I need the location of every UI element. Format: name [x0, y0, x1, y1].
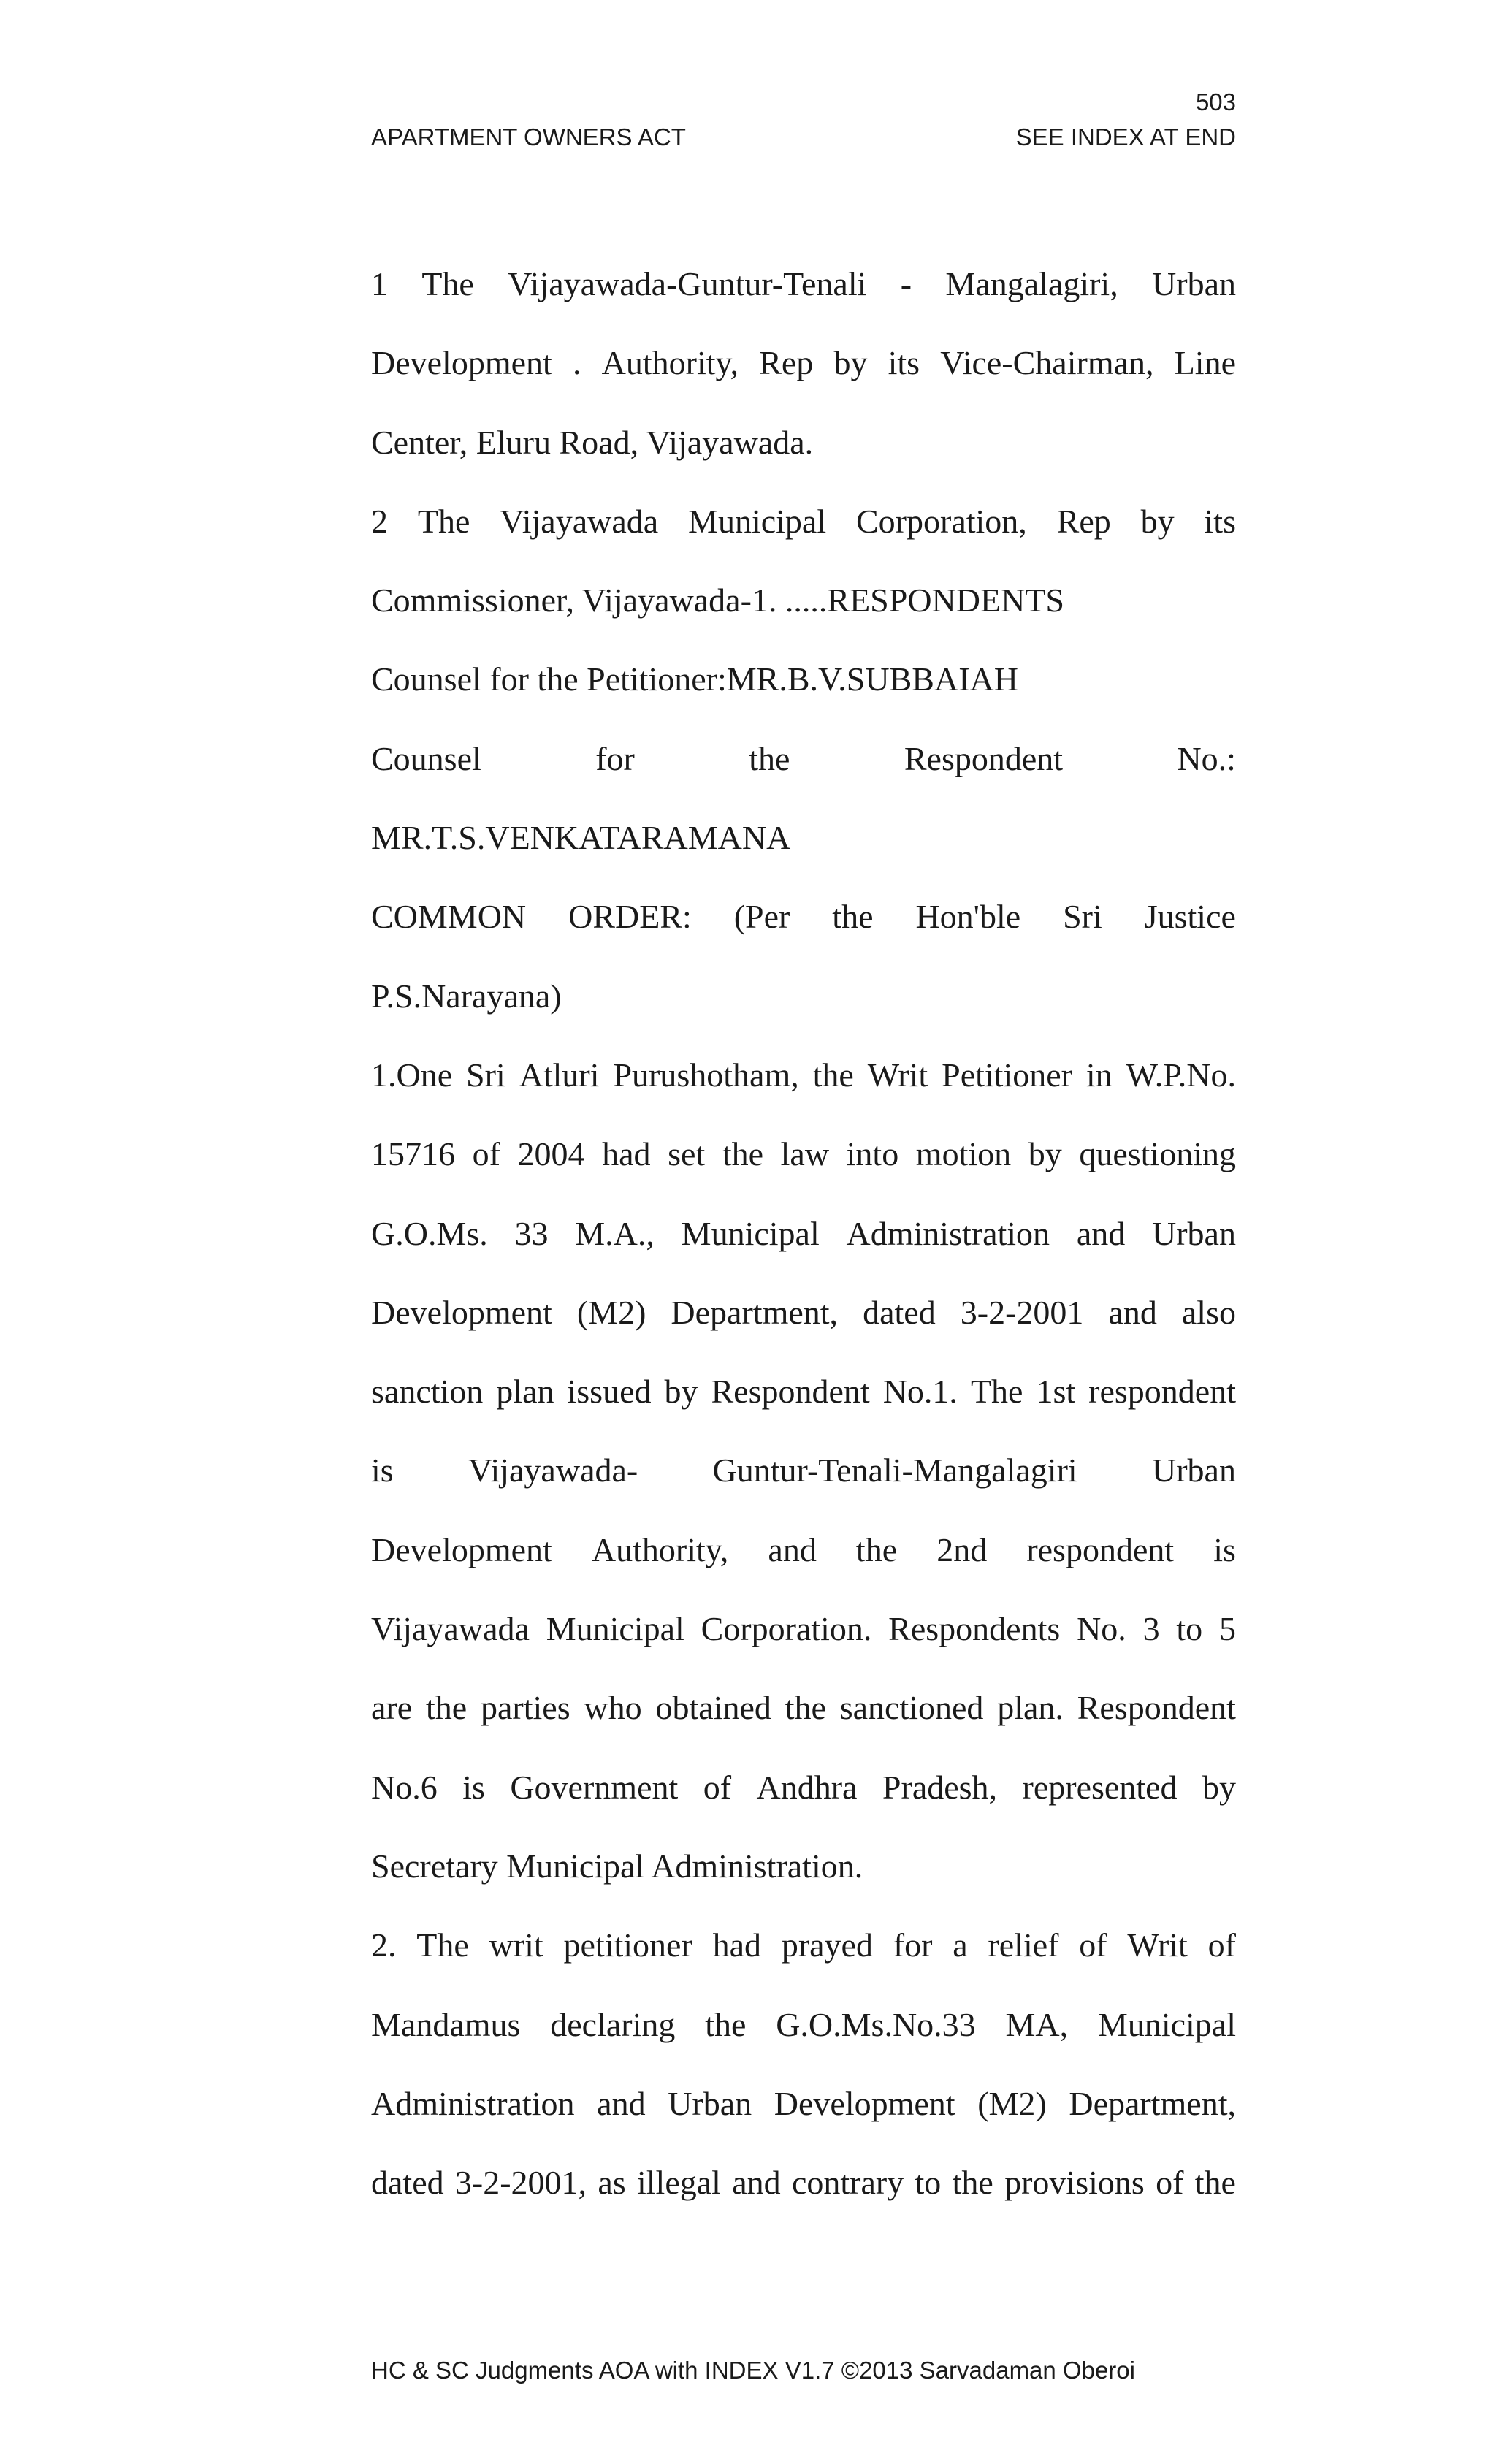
word: Rep — [759, 344, 814, 382]
word: 1.One — [371, 1056, 453, 1094]
word: plan. — [997, 1689, 1064, 1727]
word: dated — [371, 2164, 444, 2202]
word: 5 — [1218, 1610, 1236, 1648]
word: Urban — [668, 2084, 752, 2122]
word: respondent — [1088, 1373, 1236, 1411]
word: contrary — [791, 2164, 904, 2202]
word: Pradesh, — [882, 1768, 998, 1806]
word: Respondent — [904, 739, 1064, 777]
word: Urban — [1152, 265, 1236, 302]
word: Corporation. — [701, 1610, 872, 1648]
text-line — [371, 1986, 1236, 2064]
word: 1st — [1036, 1373, 1076, 1411]
word: Urban — [1152, 1452, 1236, 1490]
word: the — [785, 1689, 826, 1727]
word: set — [668, 1135, 706, 1173]
word: Vijayawada-Guntur-Tenali — [508, 265, 867, 302]
word: obtained — [655, 1689, 771, 1727]
text-line — [371, 1511, 1236, 1590]
word: the — [749, 739, 790, 777]
word: by — [1202, 1768, 1236, 1806]
word: is — [371, 1452, 394, 1490]
text-line — [371, 1036, 1236, 1115]
word: the — [855, 1530, 898, 1568]
word: COMMON — [371, 898, 527, 936]
word: who — [584, 1689, 642, 1727]
word: M.A., — [575, 1214, 654, 1252]
word: had — [712, 1926, 762, 1964]
word: Sri — [466, 1056, 505, 1094]
word: Vijayawada — [500, 502, 659, 540]
word: 3-2-2001, — [454, 2164, 587, 2202]
text-line — [371, 1115, 1236, 1194]
word: Vijayawada — [371, 1610, 530, 1648]
text-line — [371, 245, 1236, 324]
word: by — [664, 1373, 698, 1411]
word: 2004 — [517, 1135, 585, 1173]
word: Respondent — [1077, 1689, 1236, 1727]
word: Department, — [1069, 2084, 1236, 2122]
word: as — [598, 2164, 626, 2202]
word: petitioner — [563, 1926, 692, 1964]
word: to — [1176, 1610, 1203, 1648]
word: of — [1207, 1926, 1236, 1964]
text-line — [371, 1352, 1236, 1431]
word: - — [900, 265, 912, 302]
word: Line — [1174, 344, 1236, 382]
word: 3-2-2001 — [960, 1293, 1084, 1331]
word: Writ — [867, 1056, 928, 1094]
word: G.O.Ms. — [371, 1214, 488, 1252]
word: Justice — [1144, 898, 1236, 936]
word: represented — [1022, 1768, 1178, 1806]
word: and — [1076, 1214, 1126, 1252]
word: Purushotham, — [613, 1056, 799, 1094]
word: Development — [371, 1293, 552, 1331]
running-header-title: APARTMENT OWNERS ACT — [371, 123, 686, 150]
word: the — [722, 1135, 764, 1173]
word: Urban — [1152, 1214, 1236, 1252]
word: Government — [510, 1768, 679, 1806]
text-line — [371, 2064, 1236, 2143]
word: No.1. — [882, 1373, 958, 1411]
word: No.: — [1177, 739, 1236, 777]
word: to — [915, 2164, 942, 2202]
word: sanctioned — [839, 1689, 984, 1727]
judgment-body-text — [371, 245, 1236, 2222]
word: by — [1140, 502, 1175, 540]
word: sanction — [371, 1373, 484, 1411]
word: 2 — [371, 502, 388, 540]
word: Mangalagiri, — [945, 265, 1118, 302]
word: The — [417, 502, 470, 540]
text-line — [371, 1668, 1236, 1747]
word: of — [472, 1135, 500, 1173]
word: Department, — [671, 1293, 839, 1331]
text-line — [371, 324, 1236, 403]
word: provisions — [1004, 2164, 1145, 2202]
word: relief — [988, 1926, 1059, 1964]
word: No.6 — [371, 1768, 438, 1806]
word: had — [602, 1135, 651, 1173]
word: Atluri — [519, 1056, 600, 1094]
text-line: P.S.Narayana) — [371, 977, 562, 1015]
word: The — [970, 1373, 1023, 1411]
word: questioning — [1079, 1135, 1236, 1173]
word: Administration — [846, 1214, 1050, 1252]
word: for — [893, 1926, 933, 1964]
word: declaring — [550, 2005, 676, 2043]
word: MA, — [1005, 2005, 1069, 2043]
text-line: Counsel for the Petitioner:MR.B.V.SUBBAIAH — [371, 660, 1018, 698]
word: by — [1028, 1135, 1062, 1173]
word: Development — [774, 2084, 955, 2122]
word: by — [833, 344, 868, 382]
word: plan — [496, 1373, 554, 1411]
word: the — [812, 1056, 854, 1094]
word: a — [953, 1926, 968, 1964]
word: Rep — [1056, 502, 1111, 540]
word: Andhra — [756, 1768, 858, 1806]
word: Municipal — [681, 1214, 820, 1252]
word: Respondent — [711, 1373, 870, 1411]
word: Counsel — [371, 739, 481, 777]
word: its — [888, 344, 920, 382]
word: Authority, — [591, 1530, 729, 1568]
word: its — [1204, 502, 1236, 540]
word: G.O.Ms.No.33 — [776, 2005, 976, 2043]
word: Vice-Chairman, — [940, 344, 1154, 382]
word: for — [595, 739, 635, 777]
word: Corporation, — [856, 502, 1027, 540]
word: Guntur-Tenali-Mangalagiri — [712, 1452, 1077, 1490]
text-line: Commissioner, Vijayawada-1. .....RESPONDENTS — [371, 581, 1064, 619]
word: W.P.No. — [1126, 1056, 1236, 1094]
word: Authority, — [601, 344, 739, 382]
word: Sri — [1063, 898, 1102, 936]
text-line — [371, 720, 1236, 798]
word: is — [1213, 1530, 1236, 1568]
text-line: Center, Eluru Road, Vijayawada. — [371, 423, 814, 461]
word: are — [371, 1689, 413, 1727]
text-line: MR.T.S.VENKATARAMANA — [371, 819, 791, 857]
word: illegal — [636, 2164, 721, 2202]
word: is — [462, 1768, 485, 1806]
word: Municipal — [1097, 2005, 1236, 2043]
text-line — [371, 1906, 1236, 1985]
word: Development — [371, 344, 552, 382]
word: writ — [489, 1926, 543, 1964]
word: in — [1085, 1056, 1113, 1094]
word: respondent — [1026, 1530, 1175, 1568]
word: Municipal — [546, 1610, 684, 1648]
word: . — [572, 344, 581, 382]
running-header-index-note: SEE INDEX AT END — [1015, 123, 1236, 150]
word: motion — [915, 1135, 1012, 1173]
word: Petitioner — [942, 1056, 1072, 1094]
text-line — [371, 877, 1236, 956]
word: parties — [480, 1689, 570, 1727]
page-number: 503 — [1195, 88, 1236, 115]
word: also — [1181, 1293, 1236, 1331]
word: issued — [567, 1373, 652, 1411]
text-line — [371, 1748, 1236, 1827]
text-line — [371, 1431, 1236, 1510]
word: The — [416, 1926, 469, 1964]
word: Mandamus — [371, 2005, 521, 2043]
word: prayed — [781, 1926, 873, 1964]
word: and — [732, 2164, 781, 2202]
word: Vijayawada- — [468, 1452, 638, 1490]
text-line — [371, 482, 1236, 561]
word: Administration — [371, 2084, 575, 2122]
page-footer: HC & SC Judgments AOA with INDEX V1.7 ©2013 Sarvadaman Oberoi — [371, 2357, 1135, 2384]
text-line: Secretary Municipal Administration. — [371, 1847, 863, 1885]
word: ORDER: — [568, 898, 692, 936]
word: Municipal — [688, 502, 827, 540]
text-line — [371, 2143, 1236, 2222]
word: 33 — [514, 1214, 549, 1252]
word: of — [1079, 1926, 1107, 1964]
word: of — [1156, 2164, 1184, 2202]
word: of — [703, 1768, 732, 1806]
word: Hon'ble — [915, 898, 1021, 936]
word: 3 — [1142, 1610, 1160, 1648]
word: into — [846, 1135, 899, 1173]
word: 1 — [371, 265, 388, 302]
word: the — [705, 2005, 747, 2043]
word: the — [425, 1689, 468, 1727]
word: (M2) — [576, 1293, 646, 1331]
word: Respondents — [888, 1610, 1061, 1648]
word: 15716 — [371, 1135, 455, 1173]
word: dated — [863, 1293, 936, 1331]
text-line — [371, 1590, 1236, 1668]
word: 2nd — [936, 1530, 988, 1568]
word: (M2) — [977, 2084, 1047, 2122]
word: 2. — [371, 1926, 397, 1964]
word: the — [952, 2164, 993, 2202]
word: Writ — [1127, 1926, 1188, 1964]
word: the — [1194, 2164, 1236, 2202]
text-line — [371, 1273, 1236, 1352]
word: The — [421, 265, 474, 302]
word: No. — [1077, 1610, 1126, 1648]
word: and — [597, 2084, 646, 2122]
text-line — [371, 1194, 1236, 1273]
word: (Per — [733, 898, 790, 936]
word: and — [1108, 1293, 1157, 1331]
word: the — [832, 898, 874, 936]
word: law — [780, 1135, 830, 1173]
word: and — [768, 1530, 817, 1568]
word: Development — [371, 1530, 552, 1568]
